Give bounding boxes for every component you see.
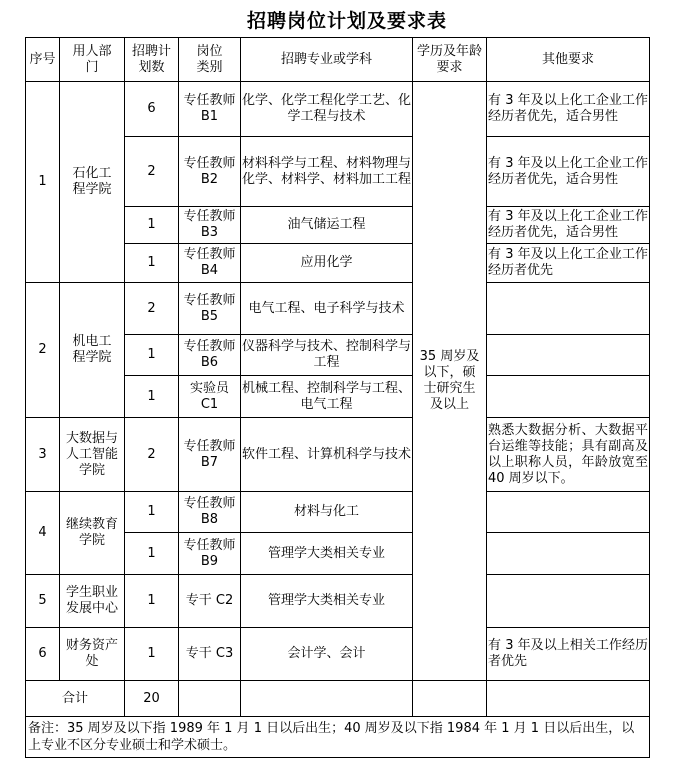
row-count: 1 [125,492,179,533]
row-category: 专任教师 B7 [179,418,241,492]
row-category: 专任教师 B8 [179,492,241,533]
page-title: 招聘岗位计划及要求表 [246,10,447,32]
total-empty [413,681,487,717]
group-seq: 4 [26,492,60,575]
group-dept: 大数据与人工智能学院 [60,418,125,492]
group-seq: 3 [26,418,60,492]
header-edu-age: 学历及年龄要求 [413,38,487,82]
row-count: 1 [125,533,179,575]
table-row [26,492,650,533]
header-row [26,38,650,82]
row-major: 材料与化工 [241,492,413,533]
row-other [487,376,650,418]
group-seq: 2 [26,283,60,418]
row-category: 专任教师 B3 [179,207,241,244]
group-dept: 财务资产处 [60,628,125,681]
row-other: 有 3 年及以上相关工作经历者优先 [487,628,650,681]
group-dept: 机电工程学院 [60,283,125,418]
row-category: 专任教师 B5 [179,283,241,335]
row-major: 电气工程、电子科学与技术 [241,283,413,335]
row-count: 1 [125,244,179,283]
footnote: 备注：35 周岁及以下指 1989 年 1 月 1 日以后出生；40 周岁及以下指 1984 年 1 月 1 日以后出生，以上专业不区分专业硕士和学术硕士。 [26,717,650,758]
row-other: 有 3 年及以上化工企业工作经历者优先 [487,244,650,283]
row-major: 材料科学与工程、材料物理与化学、材料学、材料加工工程 [241,137,413,207]
row-major: 油气储运工程 [241,207,413,244]
row-other: 熟悉大数据分析、大数据平台运维等技能；具有副高及以上职称人员，年龄放宽至 40 周岁以下。 [487,418,650,492]
row-category: 专任教师 B2 [179,137,241,207]
row-count: 1 [125,207,179,244]
row-count: 1 [125,376,179,418]
row-count: 2 [125,137,179,207]
table-row [26,628,650,681]
row-category: 专任教师 B1 [179,82,241,137]
header-major: 招聘专业或学科 [241,38,413,82]
row-major: 仪器科学与技术、控制科学与工程 [241,335,413,376]
row-major: 化学、化学工程化学工艺、化学工程与技术 [241,82,413,137]
row-major: 会计学、会计 [241,628,413,681]
row-other: 有 3 年及以上化工企业工作经历者优先，适合男性 [487,82,650,137]
total-value: 20 [125,681,179,717]
row-count: 1 [125,575,179,628]
row-count: 6 [125,82,179,137]
row-major: 软件工程、计算机科学与技术 [241,418,413,492]
edu-age-requirement: 35 周岁及以下，硕士研究生及以上 [413,82,487,681]
row-category: 专任教师 B9 [179,533,241,575]
header-seq: 序号 [26,38,60,82]
row-category: 专干 C3 [179,628,241,681]
group-dept: 继续教育学院 [60,492,125,575]
row-category: 实验员 C1 [179,376,241,418]
group-seq: 1 [26,82,60,283]
row-major: 管理学大类相关专业 [241,575,413,628]
row-category: 专任教师 B6 [179,335,241,376]
row-other: 有 3 年及以上化工企业工作经历者优先，适合男性 [487,207,650,244]
note-row [26,717,650,758]
row-other [487,335,650,376]
group-seq: 5 [26,575,60,628]
total-label: 合计 [26,681,125,717]
row-count: 1 [125,628,179,681]
row-other [487,575,650,628]
header-dept: 用人部门 [60,38,125,82]
table-row [26,575,650,628]
total-empty [487,681,650,717]
group-seq: 6 [26,628,60,681]
row-other [487,533,650,575]
table-row [26,418,650,492]
table-row [26,283,650,335]
header-other: 其他要求 [487,38,650,82]
header-category: 岗位类别 [179,38,241,82]
row-count: 2 [125,418,179,492]
table-row [26,82,650,137]
row-category: 专任教师 B4 [179,244,241,283]
total-empty [179,681,241,717]
row-count: 1 [125,335,179,376]
row-major: 应用化学 [241,244,413,283]
recruitment-table [25,37,650,758]
row-major: 管理学大类相关专业 [241,533,413,575]
row-count: 2 [125,283,179,335]
group-dept: 石化工程学院 [60,82,125,283]
row-other: 有 3 年及以上化工企业工作经历者优先，适合男性 [487,137,650,207]
row-major: 机械工程、控制科学与工程、电气工程 [241,376,413,418]
total-row [26,681,650,717]
total-empty [241,681,413,717]
header-count: 招聘计划数 [125,38,179,82]
group-dept: 学生职业发展中心 [60,575,125,628]
row-category: 专干 C2 [179,575,241,628]
row-other [487,283,650,335]
row-other [487,492,650,533]
